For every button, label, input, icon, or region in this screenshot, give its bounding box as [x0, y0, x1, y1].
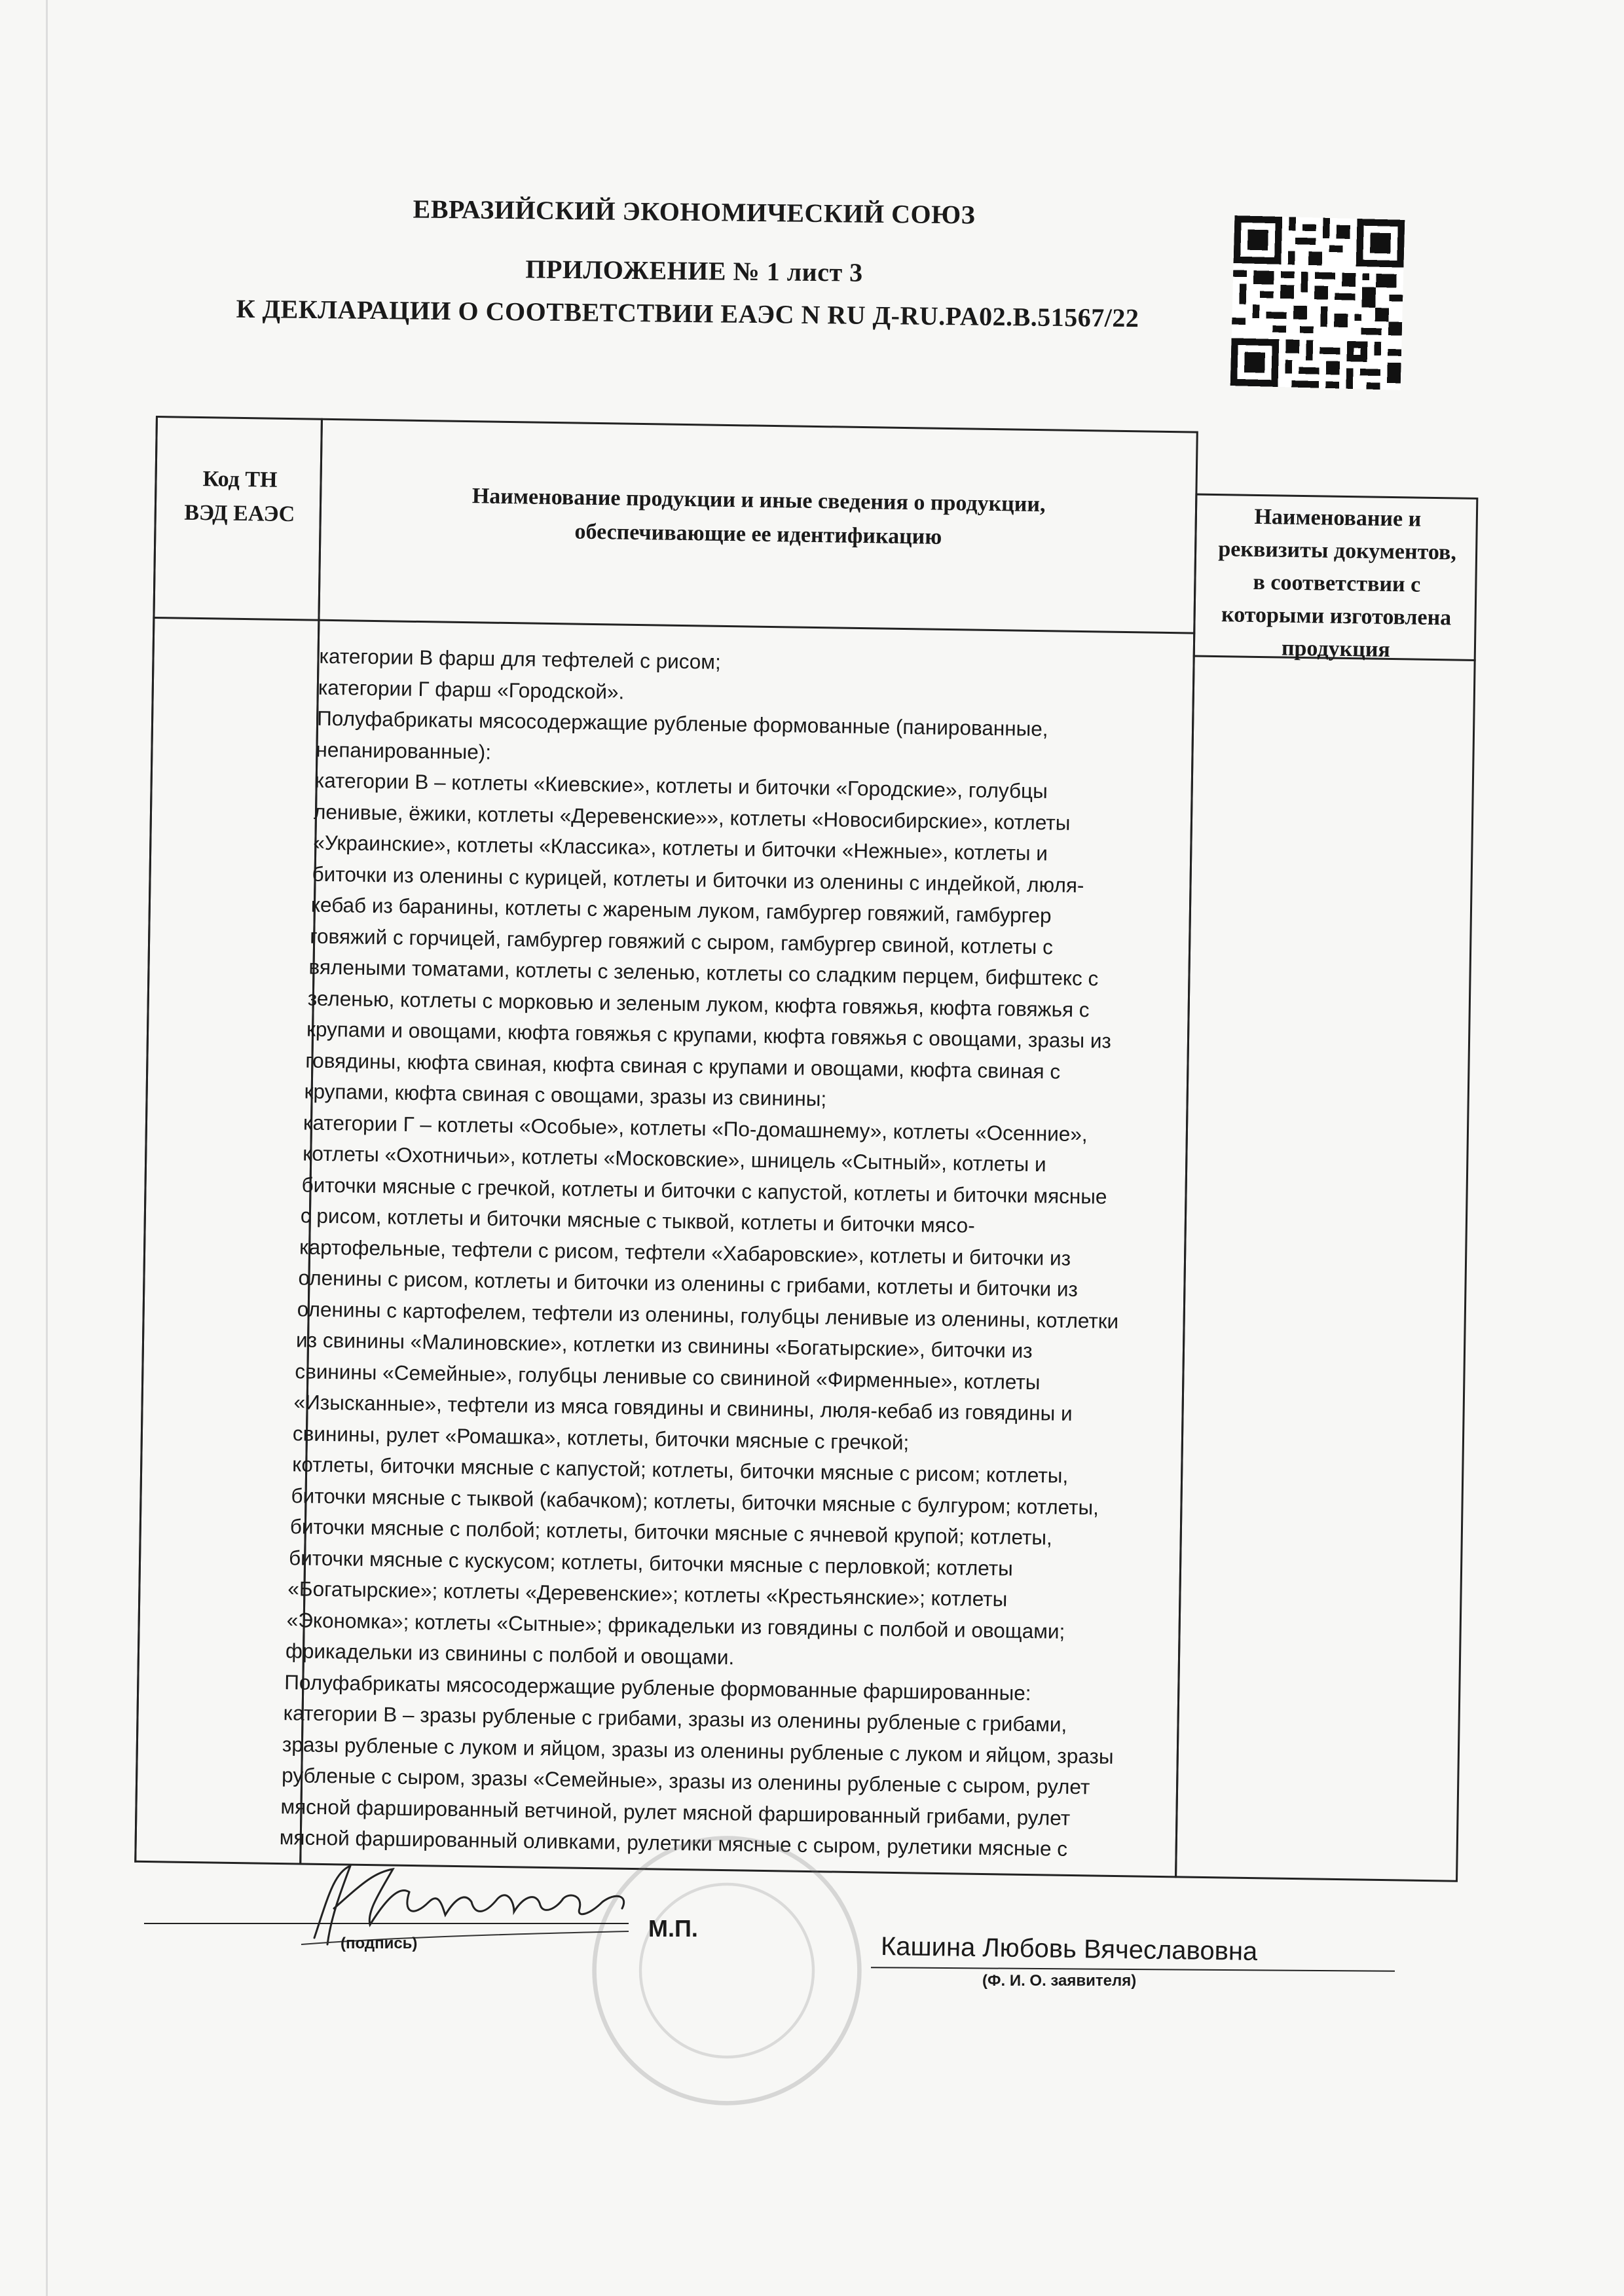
description-line: Полуфабрикаты мясосодержащие рубленые формованные фаршированные: [284, 1669, 1031, 1705]
description-line: биточки мясные с полбой; котлеты, биточки мясные с ячневой крупой; котлеты, [289, 1514, 1053, 1550]
description-line: оленины с рисом, котлеты и биточки из оленины с грибами, котлеты и биточки из [298, 1266, 1079, 1302]
description-line: биточки мясные с кускусом; котлеты, биточки мясные с перловкой; котлеты [288, 1545, 1014, 1580]
description-line: рубленые с сыром, зразы «Семейные», зразы из оленины рубленые с сыром, рулет [281, 1763, 1090, 1799]
description-line: категории Г фарш «Городской». [318, 675, 625, 704]
description-line: мясной фаршированный оливками, рулетики мясные с сыром, рулетики мясные с [279, 1825, 1068, 1861]
description-line: говяжий с горчицей, гамбургер говяжий с сыром, гамбургер свиной, котлеты с [309, 924, 1054, 958]
description-line: зеленью, котлеты с морковью и зеленым луком, кюфта говяжья, кюфта говяжья с [307, 986, 1090, 1021]
description-line: кебаб из баранины, котлеты с жареным луком, гамбургер говяжий, гамбургер [310, 892, 1052, 928]
description-line: зразы рубленые с луком и яйцом, зразы из оленины рубленые с луком и яйцом, зразы [282, 1732, 1114, 1768]
col-name-header: Наименование продукции и иные сведения о продукции, обеспечивающие ее идентификацию [471, 484, 1046, 549]
description-line: биточки из оленины с курицей, котлеты и биточки из оленины с индейкой, люля- [312, 862, 1084, 897]
description-line: «Украинские», котлеты «Классика», котлеты и биточки «Нежные», котлеты и [313, 830, 1048, 866]
description-line: «Экономка»; котлеты «Сытные»; фрикадельки из говядины с полбой и овощами; [286, 1607, 1065, 1643]
description-line: крупами, кюфта свиная с овощами, зразы из свинины; [304, 1079, 827, 1111]
signature-caption: (подпись) [341, 1935, 418, 1952]
description-line: категории В – котлеты «Киевские», котлеты и биточки «Городские», голубцы [314, 768, 1048, 803]
col-code-header: Код ТН ВЭД ЕАЭС [184, 467, 295, 527]
applicant-name-line [871, 1967, 1395, 1972]
description-line: категории Г – котлеты «Особые», котлеты «По-домашнему», котлеты «Осенние», [303, 1110, 1088, 1146]
description-line: биточки мясные с гречкой, котлеты и биточки с капустой, котлеты и биточки мясные [301, 1172, 1107, 1209]
products-table [134, 416, 1479, 1882]
header-union-title: ЕВРАЗИЙСКИЙ ЭКОНОМИЧЕСКИЙ СОЮЗ [413, 194, 976, 230]
applicant-name-caption: (Ф. И. О. заявителя) [982, 1972, 1137, 1990]
description-line: биточки мясные с тыквой (кабачком); котлеты, биточки мясные с булгуром; котлеты, [291, 1483, 1099, 1520]
description-line: свинины, рулет «Ромашка», котлеты, биточки мясные с гречкой; [292, 1421, 910, 1454]
qr-code-icon [1230, 211, 1405, 395]
mp-label: М.П. [648, 1915, 698, 1942]
description-line: категории В – зразы рубленые с грибами, зразы из оленины рубленые с грибами, [283, 1701, 1067, 1736]
description-line: вялеными томатами, котлеты с зеленью, котлеты со сладким перцем, бифштекс с [308, 955, 1099, 991]
description-line: из свинины «Малиновские», котлетки из свинины «Богатырские», биточки из [295, 1328, 1033, 1363]
header-appendix-title: ПРИЛОЖЕНИЕ № 1 лист 3 [525, 254, 863, 287]
scan-edge [46, 0, 48, 2296]
description-line: «Изысканные», тефтели из мяса говядины и свинины, люля-кебаб из говядины и [293, 1390, 1073, 1425]
product-description-text [279, 641, 1157, 1866]
description-line: свинины «Семейные», голубцы ленивые со свининой «Фирменные», котлеты [295, 1358, 1041, 1394]
col-docs-header: Наименование и реквизиты документов, в соответствии с которыми изготовлена продукция [1218, 504, 1457, 662]
description-line: котлеты, биточки мясные с капустой; котлеты, биточки мясные с рисом; котлеты, [292, 1452, 1069, 1487]
description-line: «Богатырские»; котлеты «Деревенские»; котлеты «Крестьянские»; котлеты [287, 1576, 1008, 1611]
description-line: Полуфабрикаты мясосодержащие рубленые формованные (панированные, [316, 706, 1048, 741]
signature-line [144, 1923, 629, 1924]
header-declaration-number: К ДЕКЛАРАЦИИ О СООТВЕТСТВИИ ЕАЭС N RU Д-RU.PA02.B.51567/22 [236, 293, 1139, 333]
description-line: котлеты «Охотничьи», котлеты «Московские», шницель «Сытный», котлеты и [303, 1141, 1046, 1176]
description-line: говядины, кюфта свиная, кюфта свиная с крупами и овощами, кюфта свиная с [305, 1048, 1061, 1084]
description-line: ленивые, ёжики, котлеты «Деревенские»», котлеты «Новосибирские», котлеты [313, 799, 1071, 835]
description-line: картофельные, тефтели с рисом, тефтели «Хабаровские», котлеты и биточки из [299, 1234, 1071, 1270]
description-line: непанированные): [316, 737, 492, 764]
description-line: с рисом, котлеты и биточки мясные с тыквой, котлеты и биточки мясо- [300, 1203, 975, 1237]
description-line: фрикадельки из свинины с полбой и овощами. [285, 1639, 735, 1669]
description-line: категории В фарш для тефтелей с рисом; [319, 644, 722, 674]
applicant-name: Кашина Любовь Вячеславовна [880, 1931, 1258, 1967]
description-line: мясной фаршированный ветчиной, рулет мясной фаршированный грибами, рулет [280, 1794, 1071, 1830]
description-line: крупами и овощами, кюфта говяжья с крупами, кюфта говяжья с овощами, зразы из [306, 1017, 1112, 1053]
col-docs-frame [1175, 494, 1478, 1882]
description-line: оленины с картофелем, тефтели из оленины, голубцы ленивые из оленины, котлетки [297, 1296, 1119, 1333]
